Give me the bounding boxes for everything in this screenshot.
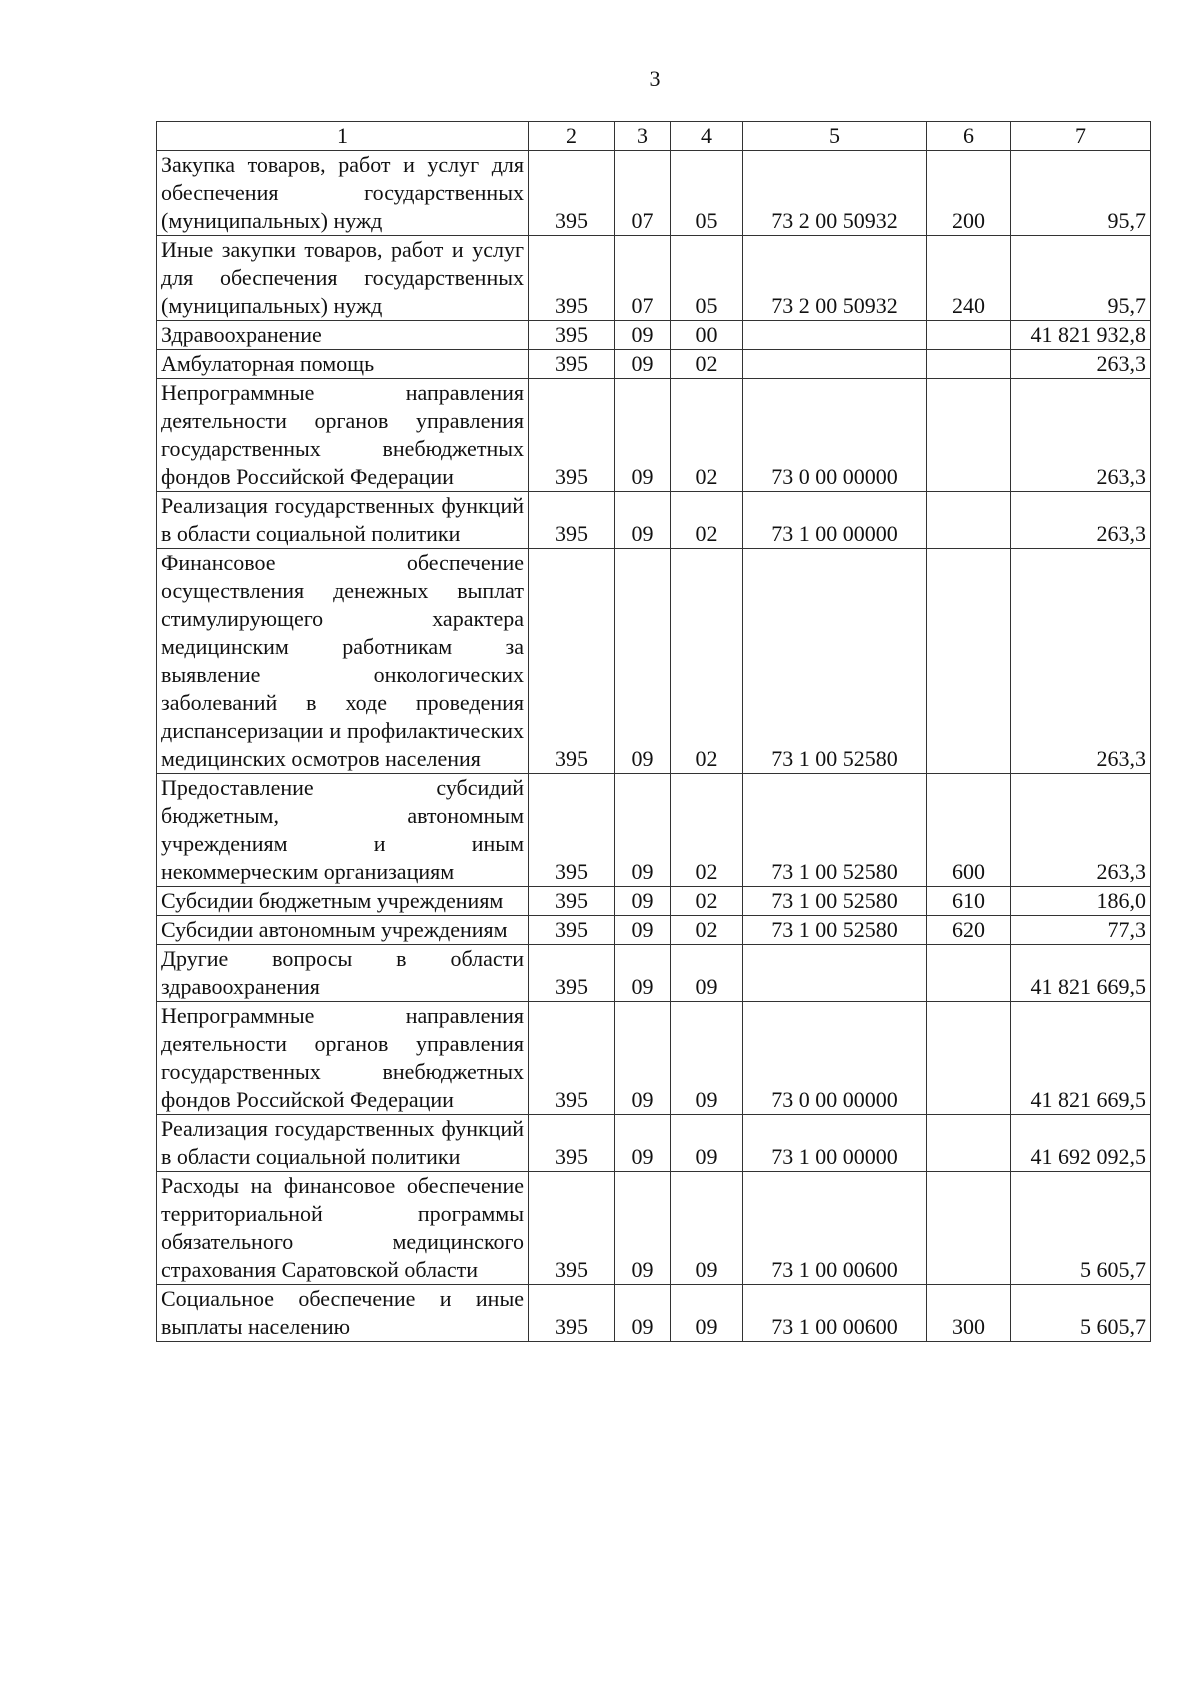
expense-name-cell: Иные закупки товаров, работ и услуг для обеспечения государственных (муниципальных) нужд (157, 236, 529, 321)
amount-cell: 263,3 (1011, 549, 1151, 774)
subsection-code-cell: 09 (671, 1115, 743, 1172)
ministry-code-cell: 395 (529, 379, 615, 492)
expense-type-cell (927, 1172, 1011, 1285)
table-row (157, 945, 1151, 1002)
amount-cell: 263,3 (1011, 379, 1151, 492)
header-col-7: 7 (1011, 122, 1151, 151)
header-col-5: 5 (743, 122, 927, 151)
section-code-cell: 09 (615, 379, 671, 492)
expense-type-cell (927, 492, 1011, 549)
ministry-code-cell: 395 (529, 1002, 615, 1115)
amount-cell: 263,3 (1011, 774, 1151, 887)
subsection-code-cell: 00 (671, 321, 743, 350)
subsection-code-cell: 02 (671, 492, 743, 549)
ministry-code-cell: 395 (529, 1285, 615, 1342)
expense-name-cell: Реализация государственных функций в области социальной политики (157, 492, 529, 549)
ministry-code-cell: 395 (529, 1172, 615, 1285)
header-col-6: 6 (927, 122, 1011, 151)
expense-type-cell (927, 379, 1011, 492)
expense-name-cell: Субсидии бюджетным учреждениям (157, 887, 529, 916)
expense-name-cell: Закупка товаров, работ и услуг для обеспечения государственных (муниципальных) нужд (157, 151, 529, 236)
expense-type-cell: 240 (927, 236, 1011, 321)
expense-type-cell: 620 (927, 916, 1011, 945)
expense-name-cell: Другие вопросы в области здравоохранения (157, 945, 529, 1002)
target-article-cell (743, 350, 927, 379)
section-code-cell: 09 (615, 916, 671, 945)
table-row (157, 1285, 1151, 1342)
expense-name-cell: Социальное обеспечение и иные выплаты населению (157, 1285, 529, 1342)
table-row (157, 492, 1151, 549)
section-code-cell: 09 (615, 1172, 671, 1285)
ministry-code-cell: 395 (529, 492, 615, 549)
target-article-cell: 73 1 00 52580 (743, 774, 927, 887)
header-col-1: 1 (157, 122, 529, 151)
target-article-cell: 73 1 00 52580 (743, 916, 927, 945)
target-article-cell: 73 1 00 52580 (743, 887, 927, 916)
subsection-code-cell: 09 (671, 1002, 743, 1115)
budget-table (156, 121, 1151, 1342)
ministry-code-cell: 395 (529, 1115, 615, 1172)
amount-cell: 41 821 669,5 (1011, 1002, 1151, 1115)
table-body (157, 151, 1151, 1342)
section-code-cell: 07 (615, 151, 671, 236)
expense-type-cell (927, 549, 1011, 774)
table-row (157, 887, 1151, 916)
subsection-code-cell: 09 (671, 1172, 743, 1285)
subsection-code-cell: 02 (671, 379, 743, 492)
page-number: 3 (649, 66, 661, 91)
ministry-code-cell: 395 (529, 887, 615, 916)
section-code-cell: 09 (615, 321, 671, 350)
expense-name-cell: Финансовое обеспечение осуществления денежных выплат стимулирующего характера медицинским работникам за выявление онкологических заболеваний в ходе проведения диспансеризации и профилактических медицинских осмотров населения (157, 549, 529, 774)
section-code-cell: 09 (615, 350, 671, 379)
subsection-code-cell: 05 (671, 151, 743, 236)
expense-type-cell (927, 321, 1011, 350)
section-code-cell: 09 (615, 887, 671, 916)
section-code-cell: 09 (615, 549, 671, 774)
target-article-cell (743, 321, 927, 350)
target-article-cell (743, 945, 927, 1002)
table-row (157, 321, 1151, 350)
table-header (157, 122, 1151, 151)
target-article-cell: 73 0 00 00000 (743, 1002, 927, 1115)
expense-name-cell: Предоставление субсидий бюджетным, автономным учреждениям и иным некоммерческим организациям (157, 774, 529, 887)
expense-type-cell: 600 (927, 774, 1011, 887)
section-code-cell: 09 (615, 774, 671, 887)
ministry-code-cell: 395 (529, 774, 615, 887)
table-row (157, 379, 1151, 492)
subsection-code-cell: 02 (671, 887, 743, 916)
expense-type-cell (927, 350, 1011, 379)
table-row (157, 350, 1151, 379)
amount-cell: 77,3 (1011, 916, 1151, 945)
expense-type-cell (927, 945, 1011, 1002)
expense-type-cell (927, 1115, 1011, 1172)
table-row (157, 916, 1151, 945)
subsection-code-cell: 02 (671, 916, 743, 945)
target-article-cell: 73 2 00 50932 (743, 236, 927, 321)
subsection-code-cell: 09 (671, 945, 743, 1002)
subsection-code-cell: 05 (671, 236, 743, 321)
amount-cell: 186,0 (1011, 887, 1151, 916)
subsection-code-cell: 02 (671, 774, 743, 887)
section-code-cell: 09 (615, 1002, 671, 1115)
expense-name-cell: Здравоохранение (157, 321, 529, 350)
amount-cell: 95,7 (1011, 236, 1151, 321)
target-article-cell: 73 2 00 50932 (743, 151, 927, 236)
expense-name-cell: Амбулаторная помощь (157, 350, 529, 379)
ministry-code-cell: 395 (529, 916, 615, 945)
section-code-cell: 09 (615, 945, 671, 1002)
amount-cell: 95,7 (1011, 151, 1151, 236)
header-col-2: 2 (529, 122, 615, 151)
target-article-cell: 73 1 00 00000 (743, 492, 927, 549)
ministry-code-cell: 395 (529, 321, 615, 350)
expense-name-cell: Непрограммные направления деятельности органов управления государственных внебюджетных фондов Российской Федерации (157, 379, 529, 492)
target-article-cell: 73 1 00 00600 (743, 1285, 927, 1342)
header-row (157, 122, 1151, 151)
table-row (157, 1115, 1151, 1172)
target-article-cell: 73 1 00 00000 (743, 1115, 927, 1172)
table-row (157, 236, 1151, 321)
table-row (157, 549, 1151, 774)
section-code-cell: 09 (615, 492, 671, 549)
table-row (157, 151, 1151, 236)
section-code-cell: 09 (615, 1285, 671, 1342)
expense-type-cell: 200 (927, 151, 1011, 236)
amount-cell: 263,3 (1011, 350, 1151, 379)
ministry-code-cell: 395 (529, 236, 615, 321)
expense-type-cell (927, 1002, 1011, 1115)
subsection-code-cell: 09 (671, 1285, 743, 1342)
target-article-cell: 73 1 00 52580 (743, 549, 927, 774)
header-col-4: 4 (671, 122, 743, 151)
header-col-3: 3 (615, 122, 671, 151)
amount-cell: 41 821 932,8 (1011, 321, 1151, 350)
ministry-code-cell: 395 (529, 350, 615, 379)
section-code-cell: 09 (615, 1115, 671, 1172)
expense-name-cell: Субсидии автономным учреждениям (157, 916, 529, 945)
amount-cell: 41 821 669,5 (1011, 945, 1151, 1002)
table-row (157, 1002, 1151, 1115)
subsection-code-cell: 02 (671, 549, 743, 774)
expense-name-cell: Непрограммные направления деятельности органов управления государственных внебюджетных фондов Российской Федерации (157, 1002, 529, 1115)
subsection-code-cell: 02 (671, 350, 743, 379)
amount-cell: 41 692 092,5 (1011, 1115, 1151, 1172)
expense-type-cell: 300 (927, 1285, 1011, 1342)
section-code-cell: 07 (615, 236, 671, 321)
ministry-code-cell: 395 (529, 151, 615, 236)
expense-name-cell: Расходы на финансовое обеспечение территориальной программы обязательного медицинского страхования Саратовской области (157, 1172, 529, 1285)
ministry-code-cell: 395 (529, 945, 615, 1002)
target-article-cell: 73 0 00 00000 (743, 379, 927, 492)
amount-cell: 5 605,7 (1011, 1285, 1151, 1342)
table-row (157, 1172, 1151, 1285)
target-article-cell: 73 1 00 00600 (743, 1172, 927, 1285)
amount-cell: 5 605,7 (1011, 1172, 1151, 1285)
amount-cell: 263,3 (1011, 492, 1151, 549)
ministry-code-cell: 395 (529, 549, 615, 774)
expense-type-cell: 610 (927, 887, 1011, 916)
table-row (157, 774, 1151, 887)
expense-name-cell: Реализация государственных функций в области социальной политики (157, 1115, 529, 1172)
